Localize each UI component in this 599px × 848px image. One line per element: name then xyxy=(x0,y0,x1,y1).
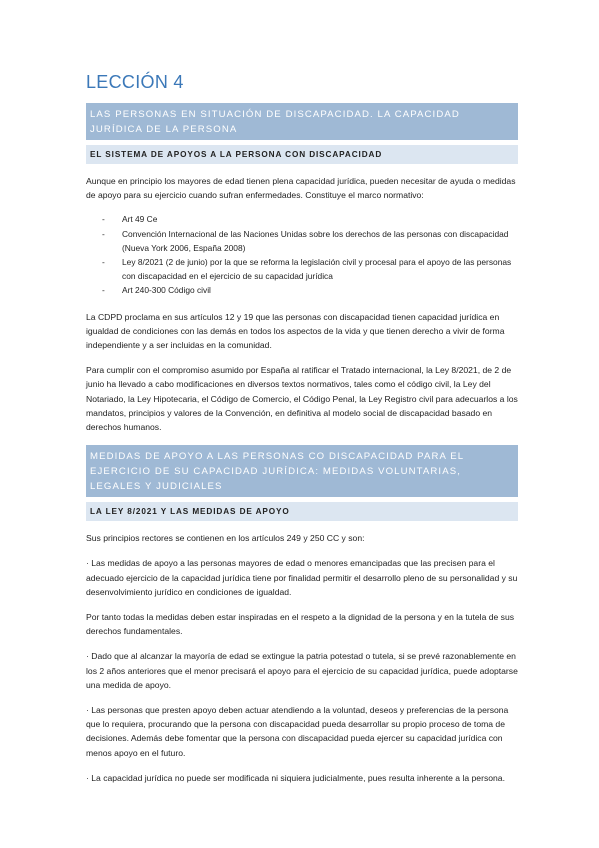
list-item-text: Art 240-300 Código civil xyxy=(122,285,211,296)
paragraph-principle-3: · Las personas que presten apoyo deben actuar atendiendo a la voluntad, deseos y preferencias de la persona que lo requiera, procurando que la persona con discapacidad pueda desarrollar su propio proceso de toma de decisiones. Además debe fomentar que la persona con discapacidad pueda ejercer su capacidad jurídica con menos apoyo en el futuro. xyxy=(86,705,509,758)
lesson-title: LECCIÓN 4 xyxy=(86,72,184,92)
list-item-text: Ley 8/2021 (2 de junio) por la que se reforma la legislación civil y procesal para el apoyo de las personas con discapacidad en el ejercicio de su capacidad jurídica xyxy=(122,257,512,282)
paragraph-principles-intro: Sus principios rectores se contienen en los artículos 249 y 250 CC y son: xyxy=(86,533,365,544)
paragraph-cdpd: La CDPD proclama en sus artículos 12 y 19 que las personas con discapacidad tienen capacidad jurídica en igualdad de condiciones con las demás en todos los aspectos de la vida y que tienen derecho a vivir de forma independiente y a ser incluidas en la comunidad. xyxy=(86,311,505,351)
list-item: - Art 49 Ce xyxy=(102,214,158,225)
list-item: - Art 240-300 Código civil xyxy=(102,285,211,296)
list-item-text: Art 49 Ce xyxy=(122,214,158,225)
document-content xyxy=(86,72,518,796)
section1-heading: LAS PERSONAS EN SITUACIÓN DE DISCAPACIDAD. LA CAPACIDAD JURÍDICA DE LA PERSONA xyxy=(86,103,518,140)
paragraph-principle-dignity: Por tanto todas la medidas deben estar inspiradas en el respeto a la dignidad de la persona y en la tutela de sus derechos fundamentales. xyxy=(86,612,515,637)
list-item: - Ley 8/2021 (2 de junio) por la que se reforma la legislación civil y procesal para el apoyo de las personas con discapacidad en el ejercicio de su capacidad jurídica xyxy=(102,257,512,282)
paragraph-principle-1: · Las medidas de apoyo a las personas mayores de edad o menores emancipadas que las precisen para el adecuado ejercicio de la capacidad jurídica tiene por finalidad permitir el desarrollo pleno de su personalidad y su desenvolvimiento jurídico en condiciones de igualdad. xyxy=(86,558,518,597)
list-item: - Convención Internacional de las Naciones Unidas sobre los derechos de las personas con discapacidad (Nueva York 2006, España 2008) xyxy=(102,228,509,253)
normative-list xyxy=(86,212,518,297)
section2-heading: MEDIDAS DE APOYO A LAS PERSONAS CO DISCAPACIDAD PARA EL EJERCICIO DE SU CAPACIDAD JURÍDICA: MEDIDAS VOLUNTARIAS, LEGALES Y JUDICIALES xyxy=(86,445,518,497)
paragraph-ley-8-2021: Para cumplir con el compromiso asumido por España al ratificar el Tratado internacional, la Ley 8/2021, de 2 de junio ha llevado a cabo modificaciones en diversos textos normativos, tales como el código civil, la Ley del Notariado, la Ley Hipotecaria, el Código de Comercio, el Código Penal, la Ley Registro civil para adecuarlos a los mandatos, principios y valores de la Convención, en definitiva al modelo social de discapacidad basado en derechos humanos. xyxy=(86,365,518,433)
section1-subheading: EL SISTEMA DE APOYOS A LA PERSONA CON DISCAPACIDAD xyxy=(86,145,518,164)
paragraph-principle-2: · Dado que al alcanzar la mayoría de edad se extingue la patria potestad o tutela, si se prevé razonablemente en los 2 años anteriores que el menor precisará el apoyo para el ejercicio de su capacidad jurídica, puede adoptarse una medida de apoyo. xyxy=(86,651,518,690)
list-item-text: Convención Internacional de las Naciones Unidas sobre los derechos de las personas con discapacidad (Nueva York 2006, España 2008) xyxy=(122,228,509,253)
paragraph-principle-4: · La capacidad jurídica no puede ser modificada ni siquiera judicialmente, pues resulta inherente a la persona. xyxy=(86,772,505,783)
section2-subheading: LA LEY 8/2021 Y LAS MEDIDAS DE APOYO xyxy=(86,502,518,521)
section1-intro: Aunque en principio los mayores de edad tienen plena capacidad jurídica, pueden necesitar de ayuda o medidas de apoyo para su ejercicio cuando sufran enfermedades. Constituye el marco normativo: xyxy=(86,176,516,201)
